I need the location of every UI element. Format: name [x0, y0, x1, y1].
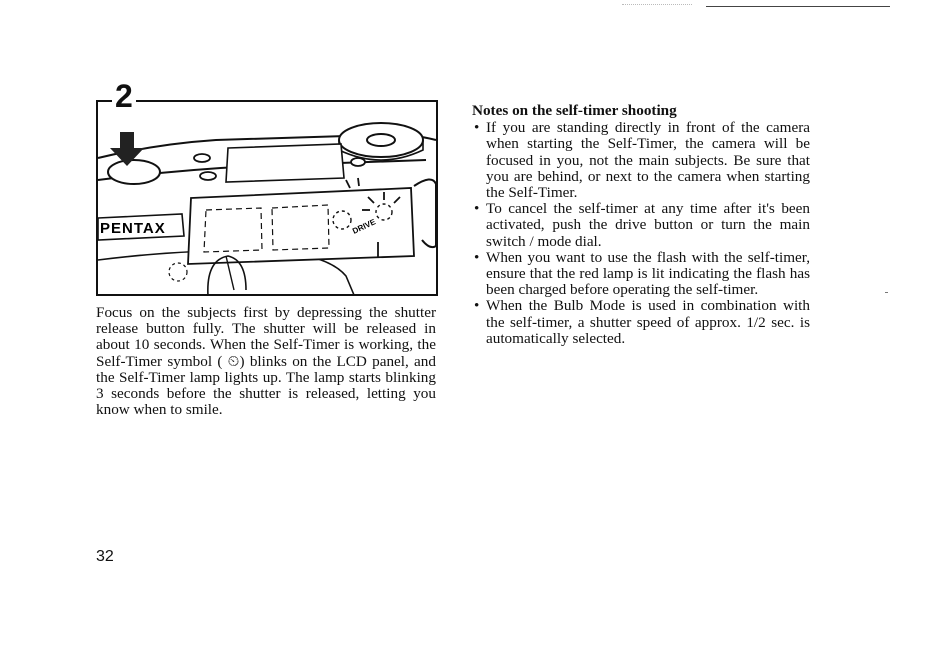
page-number: 32 [96, 548, 114, 565]
notes-heading: Notes on the self-timer shooting [472, 102, 677, 119]
scan-speck [885, 292, 888, 293]
note-item: • If you are standing directly in front of the camera when starting the Self-Timer, the camera will be focused in you, not the main subjects. Be sure that you are behind, or next to the camera when starting the Self-Timer. [472, 120, 810, 201]
note-item: • To cancel the self-timer at any time after it's been activated, push the drive button or turn the main switch / mode dial. [472, 201, 810, 250]
camera-illustration [96, 100, 438, 296]
notes-list [472, 120, 810, 347]
top-rule [706, 6, 890, 7]
note-item: • When you want to use the flash with the self-timer, ensure that the red lamp is lit indicating the flash has been charged before operating the self-timer. [472, 250, 810, 299]
notes-section [472, 103, 810, 347]
self-timer-description: Focus on the subjects first by depressing the shutter release button fully. The shutter will be released in about 10 seconds. When the Self-Timer is working, the Self-Timer symbol ( ⏲) blinks on the LCD panel, and the Self-Timer lamp lights up. The lamp starts blinking 3 seconds before the shutter is released, letting you know when to smile. [96, 304, 436, 419]
drive-mark: DRIVE [351, 217, 378, 236]
brand-text: PENTAX [100, 220, 166, 237]
figure-number: 2 [112, 80, 136, 112]
note-item: • When the Bulb Mode is used in combination with the self-timer, a shutter speed of approx. 1/2 sec. is automatically selected. [472, 298, 810, 347]
top-dotted-mark [622, 4, 692, 6]
